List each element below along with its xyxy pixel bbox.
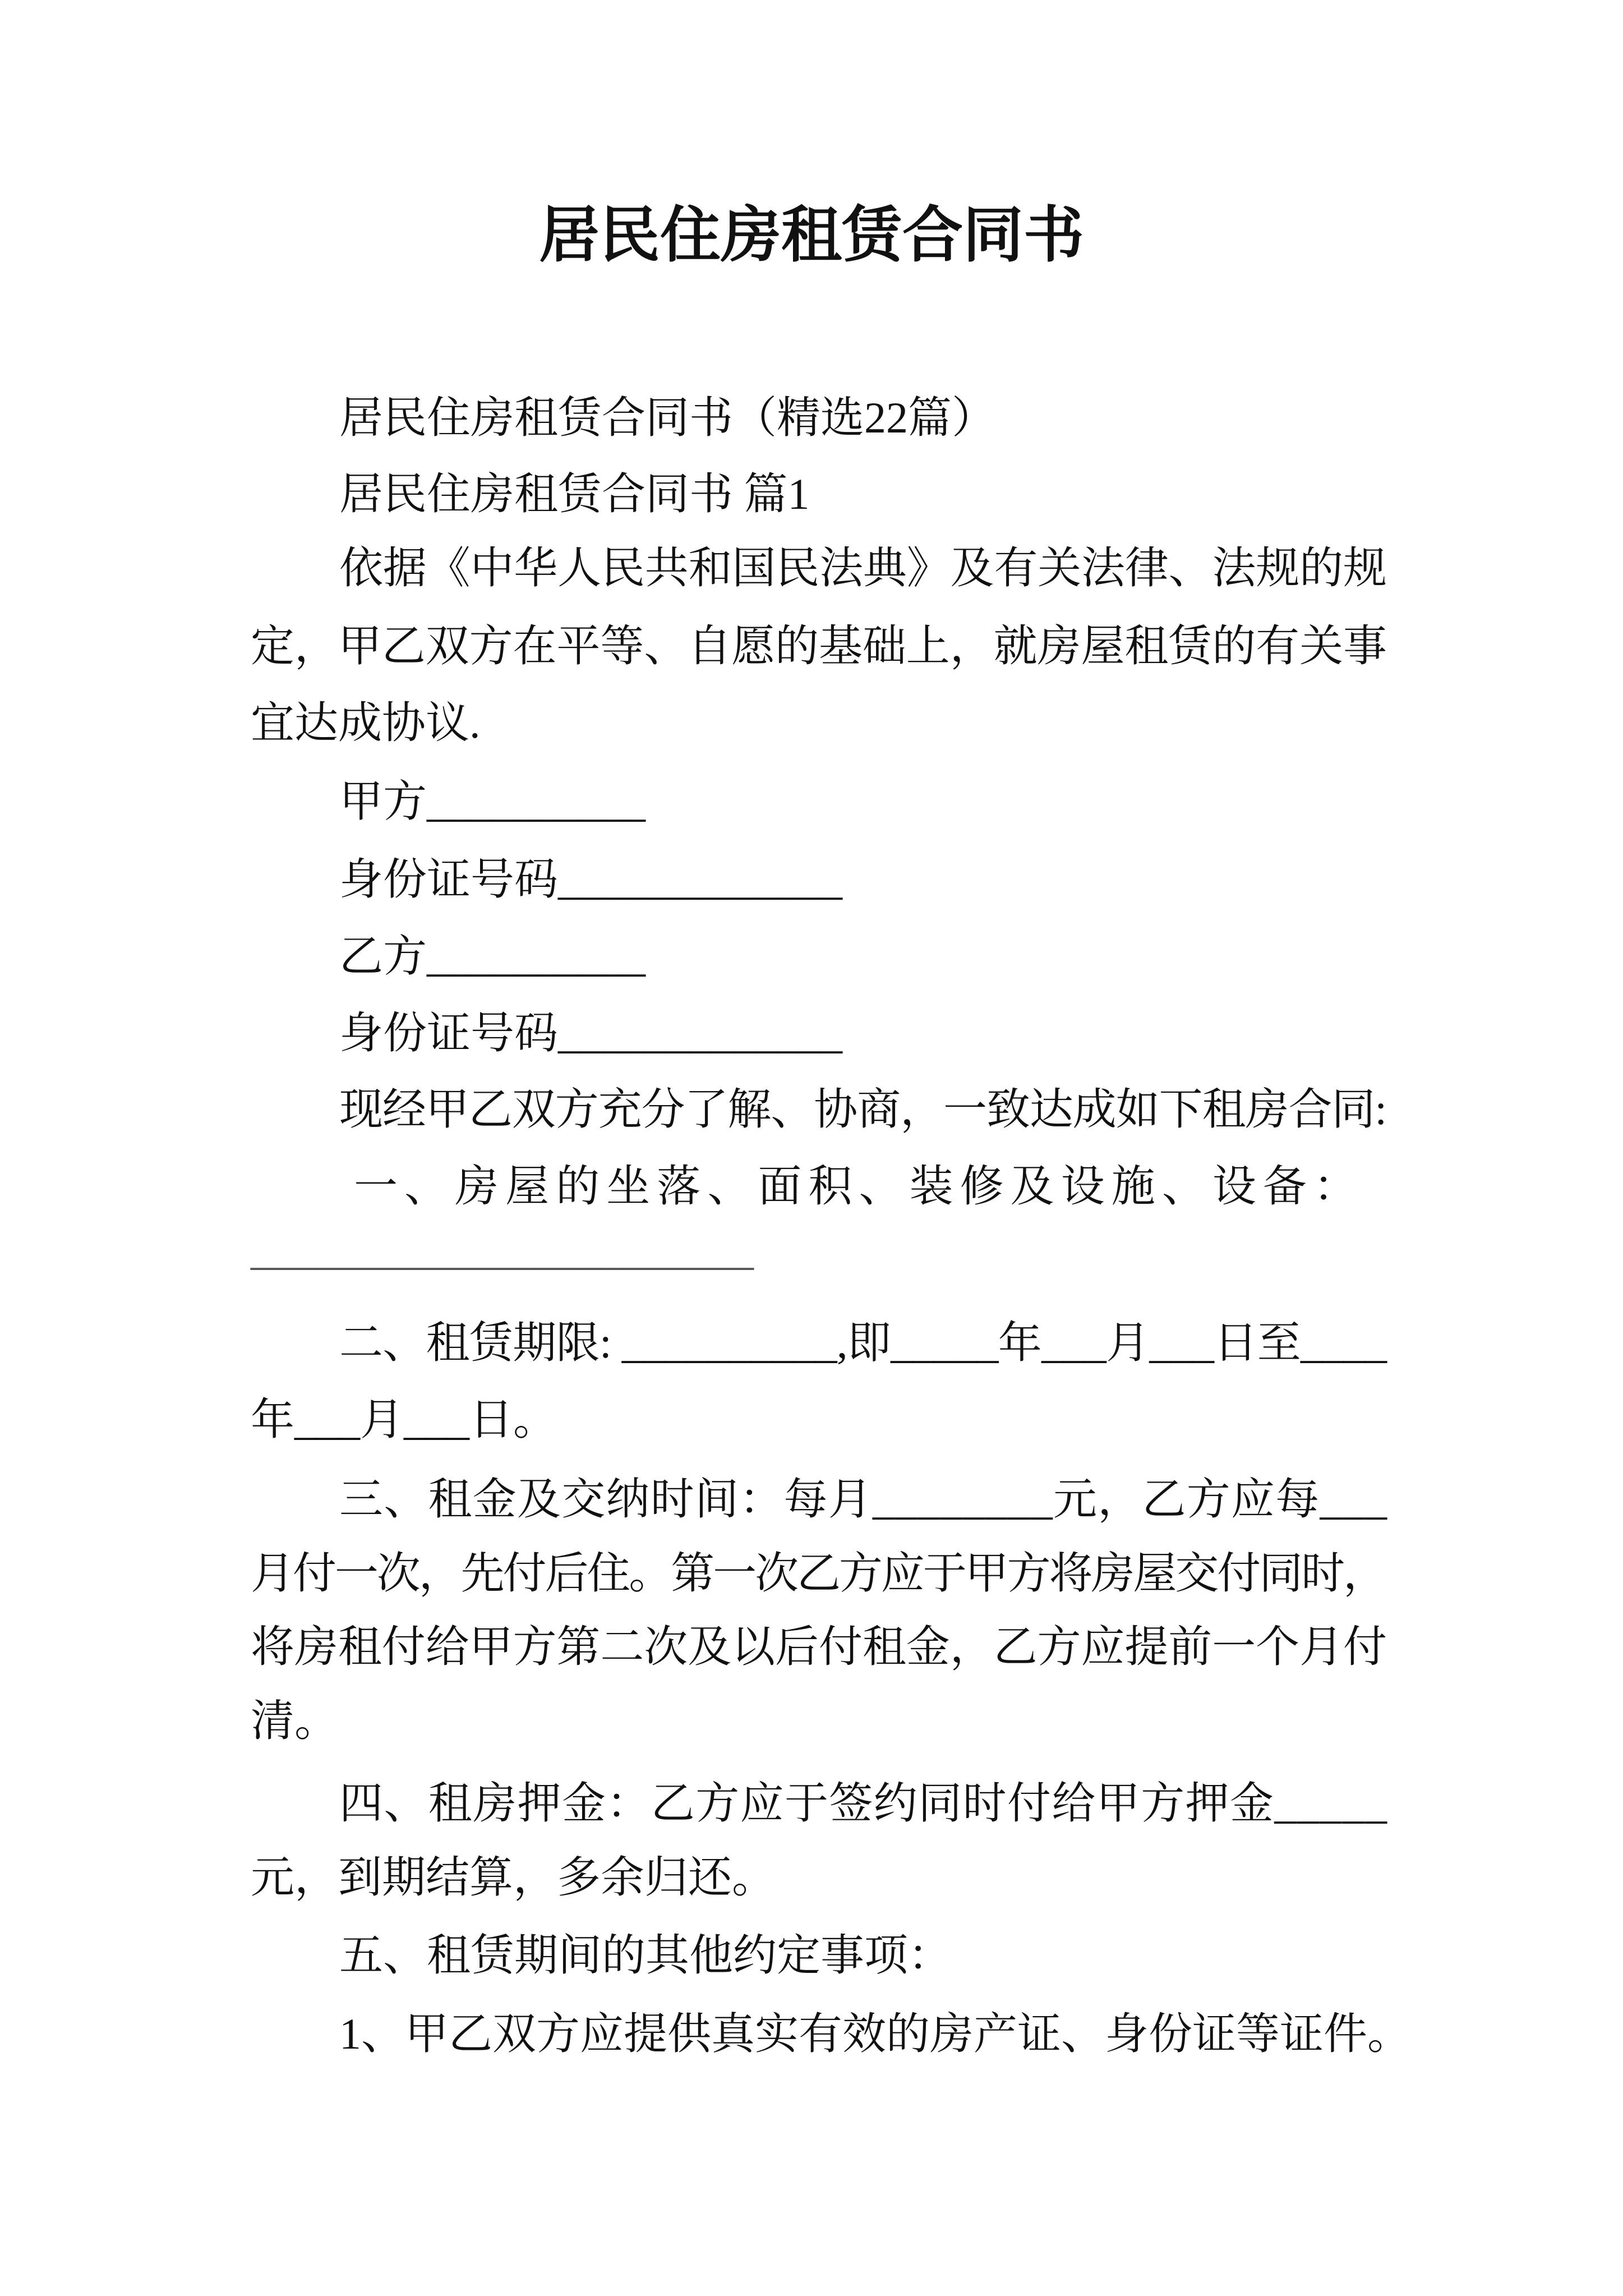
clause-4-line: 元，到期结算，多余归还。	[251, 1853, 776, 1902]
clause-1-line: 一、房屋的坐落、面积、装修及设施、设备：	[354, 1162, 1364, 1211]
clause-3-line: 清。	[251, 1696, 339, 1745]
clause-5-heading: 五、租赁期间的其他约定事项：	[339, 1931, 952, 1980]
clause-3-line: 三、租金及交纳时间：每月________元，乙方应每___	[339, 1475, 1388, 1524]
party-b-field: 乙方__________	[339, 932, 646, 981]
section-heading: 居民住房租赁合同书 篇1	[339, 470, 810, 518]
intro-line: 依据《中华人民共和国民法典》及有关法律、法规的规	[339, 544, 1387, 592]
clause-3-line: 月付一次，先付后住。第一次乙方应于甲方将房屋交付同时，	[251, 1549, 1385, 1598]
clause-3-line: 将房租付给甲方第二次及以后付租金，乙方应提前一个月付	[251, 1622, 1387, 1671]
party-a-field: 甲方__________	[339, 777, 646, 826]
clause-5-item: 1、甲乙双方应提供真实有效的房产证、身份证等证件。	[339, 2009, 1412, 2058]
clause-4-line: 四、租房押金：乙方应于签约同时付给甲方押金_____	[339, 1779, 1388, 1828]
clause-2-line: 年___月___日。	[251, 1395, 557, 1444]
agreement-statement: 现经甲乙双方充分了解、协商，一致达成如下租房合同:	[339, 1085, 1386, 1134]
document-title: 居民住房租赁合同书	[538, 203, 1084, 269]
party-a-id-field: 身份证号码_____________	[339, 855, 843, 904]
intro-line: 宜达成协议.	[251, 698, 481, 747]
clause-1-blank-line: _______________________	[251, 1225, 754, 1274]
party-b-id-field: 身份证号码_____________	[339, 1009, 843, 1057]
document-subtitle: 居民住房租赁合同书（精选22篇）	[339, 393, 996, 442]
clause-2-line: 二、租赁期限: __________,即_____年___月___日至____	[339, 1318, 1387, 1367]
intro-line: 定，甲乙双方在平等、自愿的基础上，就房屋租赁的有关事	[251, 622, 1387, 670]
